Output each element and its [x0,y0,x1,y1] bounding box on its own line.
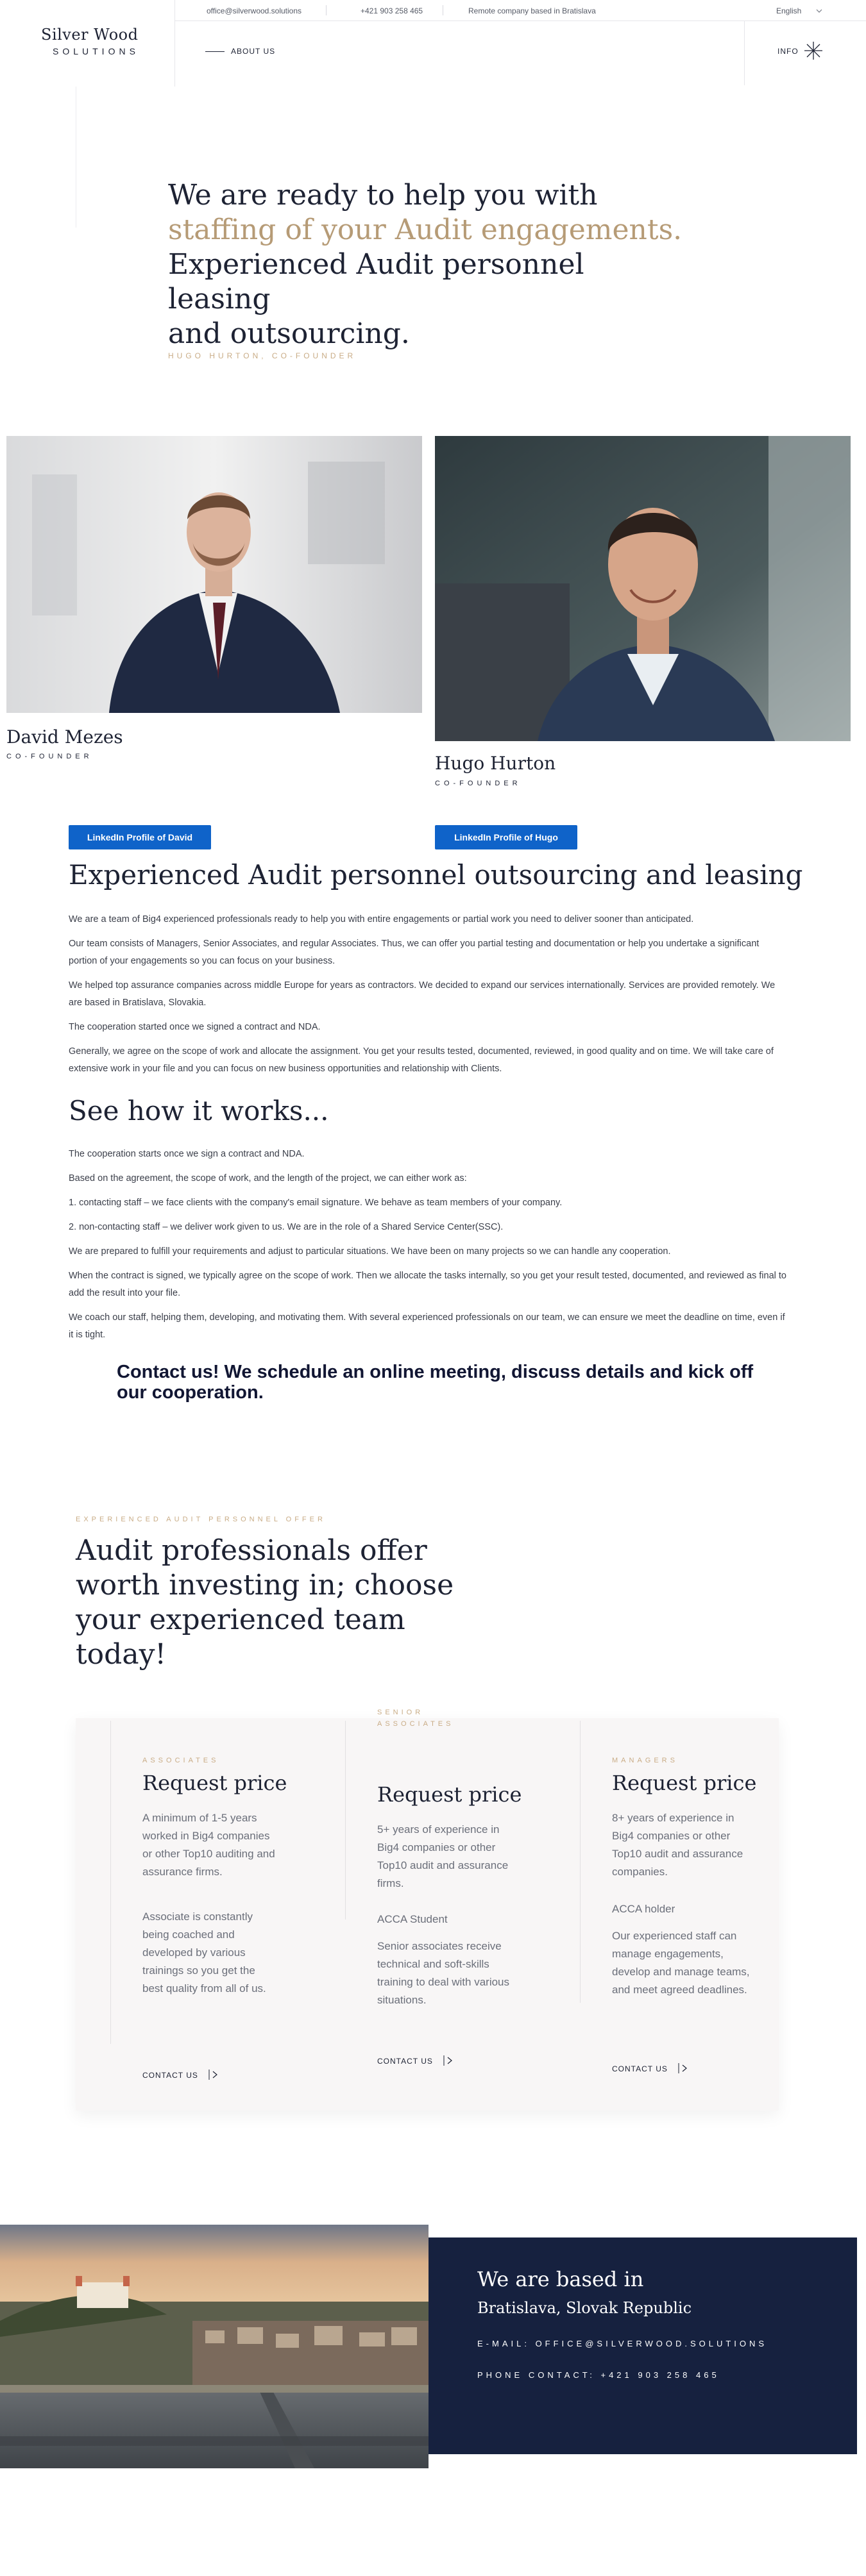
language-select[interactable]: English [776,6,802,15]
intro-paragraph: The cooperation started once we signed a contract and NDA. [69,1022,321,1032]
card-tag-senior-associates: SENIOR ASSOCIATES [377,1709,454,1728]
intro-paragraph: Generally, we agree on the scope of work and allocate the assignment. You get your results tested, documented, reviewed, in good quality and on time. We will take care of extensive work in your file and you can focus on new business opportunities and relationship with Clients. [69,1046,774,1074]
based-heading: We are based in [477,2267,644,2291]
contact-us-link[interactable]: CONTACT US [142,2071,198,2080]
chevron-down-icon[interactable] [816,8,822,13]
person-name-hugo: Hugo Hurton [435,753,556,774]
card-title: Request price [377,1782,522,1807]
how-paragraph: When the contract is signed, we typically agree on the scope of work. Then we allocate the tasks internally, so you get your result tested, documented, and reviewed as final to add the result into your file. [69,1271,786,1298]
intro-heading: Experienced Audit personnel outsourcing and leasing [69,859,803,891]
column-divider [580,1721,581,2003]
card-text: 5+ years of experience in Big4 companies or other Top10 audit and assurance firms. [377,1823,509,1889]
cta-heading: Contact us! We schedule an online meeting, discuss details and kick off our cooperation. [117,1362,754,1403]
column-divider [110,1721,111,2044]
intro-paragraph: Our team consists of Managers, Senior Associates, and regular Associates. Thus, we can offer you partial testing and documentation or help you undertake a significant portion of your engagements so you can focus on your business. [69,939,760,966]
offer-tag: EXPERIENCED AUDIT PERSONNEL OFFER [76,1516,326,1523]
contact-email[interactable]: E-MAIL: OFFICE@SILVERWOOD.SOLUTIONS [477,2339,768,2348]
card-tag-associates: ASSOCIATES [142,1757,219,1764]
hero-line: We are ready to help you with [168,179,598,212]
nav-line-decoration [205,51,225,52]
card-text: ACCA Student [377,1913,448,1925]
nav-info[interactable]: INFO [777,47,799,56]
card-text: Our experienced staff can manage engagements, develop and manage teams, and meet agreed deadlines. [612,1930,750,1996]
contact-us-link[interactable]: CONTACT US [377,2057,433,2066]
card-text: A minimum of 1-5 years worked in Big4 companies or other Top10 auditing and assurance firms. [142,1812,275,1878]
card-text: Associate is constantly being coached and developed by various trainings so you get the best quality from all of us. [142,1911,266,1995]
how-paragraph: We are prepared to fulfill your requirements and adjust to particular situations. We have been on many projects so we can handle any cooperation. [69,1246,671,1257]
hero-line: and outsourcing. [168,317,410,350]
how-paragraph: We coach our staff, helping them, developing, and motivating them. With several experienced professionals on our team, we can ensure we meet the deadline on time, even if it is tight. [69,1312,785,1340]
bratislava-photo [0,2225,429,2468]
topbar-remote: Remote company based in Bratislava [468,6,596,15]
hero-line: Experienced Audit personnel leasing [168,248,584,315]
linkedin-hugo-button[interactable]: LinkedIn Profile of Hugo [435,825,577,849]
hero-author: HUGO HURTON, CO-FOUNDER [168,351,357,360]
card-title: Request price [142,1771,287,1795]
arrow-right-icon[interactable] [677,2062,689,2075]
topbar-separator [326,5,327,15]
based-city: Bratislava, Slovak Republic [477,2299,692,2317]
hugo-photo [435,436,851,741]
topbar-phone[interactable]: +421 903 258 465 [361,6,423,15]
top-bar [174,0,866,21]
card-text: 8+ years of experience in Big4 companies or other Top10 audit and assurance companies. [612,1812,743,1878]
how-paragraph: 2. non-contacting staff – we deliver work given to us. We are in the role of a Shared Service Center(SSC). [69,1222,504,1232]
card-text: ACCA holder [612,1903,675,1915]
intro-paragraph: We are a team of Big4 experienced professionals ready to help you with entire engagements or partial work you need to deliver sooner than anticipated. [69,914,694,924]
arrow-right-icon[interactable] [208,2068,219,2081]
intro-paragraph: We helped top assurance companies across middle Europe for years as contractors. We decided to expand our services internationally. Services are provided remotely. We are based in Bratislava, Slovakia. [69,980,776,1008]
contact-panel [429,2237,857,2454]
david-photo [6,436,422,713]
logo-subtitle: SOLUTIONS [53,46,139,56]
person-role-david: CO-FOUNDER [6,753,93,760]
person-name-david: David Mezes [6,726,123,748]
contact-phone[interactable]: PHONE CONTACT: +421 903 258 465 [477,2370,720,2380]
card-text: Senior associates receive technical and soft-skills training to deal with various situations. [377,1940,510,2006]
card-title: Request price [612,1771,757,1795]
menu-star-icon[interactable] [804,41,823,60]
linkedin-david-button[interactable]: LinkedIn Profile of David [69,825,211,849]
hero-heading [168,178,694,351]
card-tag-managers: MANAGERS [612,1757,678,1764]
nav-about-us[interactable]: ABOUT US [231,47,276,56]
how-paragraph: 1. contacting staff – we face clients with the company's email signature. We behave as team members of your company. [69,1198,563,1208]
how-paragraph: The cooperation starts once we sign a contract and NDA. [69,1149,305,1159]
how-paragraph: Based on the agreement, the scope of work, and the length of the project, we can either work as: [69,1173,467,1183]
topbar-email[interactable]: office@silverwood.solutions [207,6,302,15]
hero-line-accent: staffing of your Audit engagements. [168,213,683,246]
column-divider [345,1721,346,1919]
how-heading: See how it works... [69,1095,329,1126]
contact-us-link[interactable]: CONTACT US [612,2064,668,2073]
offer-heading: Audit professionals offer worth investing in; choose your experienced team today! [76,1534,454,1671]
arrow-right-icon[interactable] [443,2054,454,2067]
person-role-hugo: CO-FOUNDER [435,780,522,787]
logo[interactable]: Silver Wood [41,26,139,44]
header-divider-right [744,21,745,85]
